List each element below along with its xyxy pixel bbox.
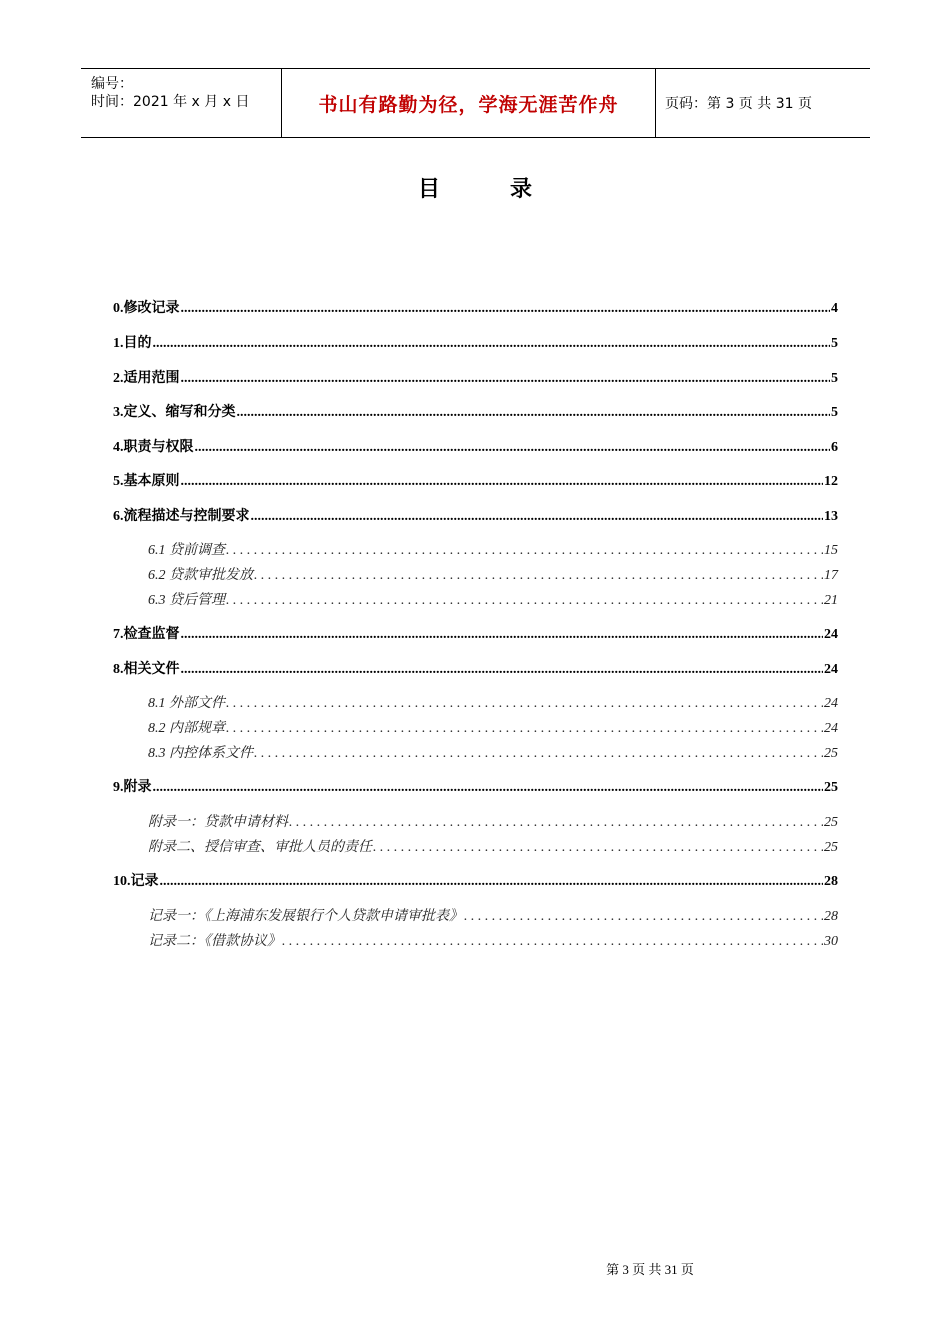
toc-entry-text: 0.修改记录 — [113, 301, 180, 316]
leader-dots — [181, 371, 831, 387]
leader-dots — [237, 405, 831, 421]
leader-dots — [226, 593, 823, 609]
toc-entry-text: 1.目的 — [113, 336, 152, 351]
toc-entry-page: 15 — [824, 543, 838, 558]
toc-entry-text: 记录二：《借款协议》 — [148, 934, 281, 949]
toc-entry-text: 9.附录 — [113, 780, 152, 795]
toc-subentry[interactable] — [113, 539, 838, 559]
page-header — [81, 68, 870, 138]
toc-entry-text: 8.2 内部规章 — [148, 721, 225, 736]
toc-entry[interactable] — [113, 332, 838, 352]
page-code: 页码：第 3 页 共 31 页 — [665, 96, 812, 112]
leader-dots — [181, 474, 824, 490]
toc-subentry[interactable] — [113, 692, 838, 712]
toc-entry-page: 25 — [824, 815, 838, 830]
toc-entry[interactable] — [113, 505, 838, 525]
toc-subentry[interactable] — [113, 742, 838, 762]
toc-entry-page: 24 — [824, 721, 838, 736]
toc-subentry[interactable] — [113, 905, 838, 925]
toc-entry-page: 5 — [831, 336, 838, 351]
toc-entry-text: 8.3 内控体系文件 — [148, 746, 253, 761]
toc-entry-text: 附录二、授信审查、审批人员的责任 — [148, 840, 372, 855]
toc-entry[interactable] — [113, 870, 838, 890]
toc-entry-text: 6.1 贷前调查 — [148, 543, 225, 558]
header-meta-cell — [81, 69, 281, 137]
leader-dots — [153, 780, 824, 796]
toc-entry-text: 10.记录 — [113, 874, 159, 889]
header-page-cell — [655, 69, 870, 137]
leader-dots — [226, 721, 823, 737]
toc-entry-page: 4 — [831, 301, 838, 316]
header-motto-cell — [281, 69, 656, 137]
toc-entry-page: 28 — [824, 874, 838, 889]
toc-entry-page: 28 — [824, 909, 838, 924]
toc-entry-page: 21 — [824, 593, 838, 608]
toc-entry-text: 6.3 贷后管理 — [148, 593, 225, 608]
page-footer: 第 3 页 共 31 页 — [606, 1262, 694, 1277]
leader-dots — [153, 336, 831, 352]
toc-subentry[interactable] — [113, 564, 838, 584]
toc-entry-page: 24 — [824, 627, 838, 642]
leader-dots — [282, 934, 823, 950]
leader-dots — [226, 696, 823, 712]
toc-entry-page: 24 — [824, 696, 838, 711]
toc-entry-page: 6 — [831, 440, 838, 455]
toc-entry-page: 5 — [831, 371, 838, 386]
toc-entry[interactable] — [113, 367, 838, 387]
leader-dots — [373, 840, 823, 856]
leader-dots — [254, 568, 823, 584]
leader-dots — [181, 627, 824, 643]
toc-entry-text: 附录一：贷款申请材料 — [148, 815, 288, 830]
leader-dots — [181, 301, 831, 317]
toc-entry[interactable] — [113, 436, 838, 456]
doc-date: 时间：2021 年 x 月 x 日 — [91, 94, 250, 110]
toc-entry[interactable] — [113, 401, 838, 421]
toc-title: 目录 — [417, 177, 602, 202]
toc-entry-page: 25 — [824, 746, 838, 761]
toc-entry[interactable] — [113, 470, 838, 490]
toc-entry-page: 25 — [824, 840, 838, 855]
doc-number-label: 编号： — [91, 76, 133, 92]
toc-entry-page: 12 — [824, 474, 838, 489]
toc-subentry[interactable] — [113, 589, 838, 609]
leader-dots — [251, 509, 824, 525]
toc-entry-page: 5 — [831, 405, 838, 420]
toc-subentry[interactable] — [113, 811, 838, 831]
toc-entry-text: 5.基本原则 — [113, 474, 180, 489]
motto: 书山有路勤为径，学海无涯苦作舟 — [318, 93, 619, 116]
toc-entry[interactable] — [113, 658, 838, 678]
toc-entry-text: 6.2 贷款审批发放 — [148, 568, 253, 583]
leader-dots — [464, 909, 823, 925]
toc-entry-text: 8.相关文件 — [113, 662, 180, 677]
toc-entry-text: 记录一：《上海浦东发展银行个人贷款申请审批表》 — [148, 909, 463, 924]
toc-entry-text: 7.检查监督 — [113, 627, 180, 642]
toc-entry-text: 8.1 外部文件 — [148, 696, 225, 711]
leader-dots — [226, 543, 823, 559]
leader-dots — [160, 874, 824, 890]
toc-subentry[interactable] — [113, 717, 838, 737]
toc-entry-text: 3.定义、缩写和分类 — [113, 405, 236, 420]
toc-subentry[interactable] — [113, 930, 838, 950]
toc-entry-text: 4.职责与权限 — [113, 440, 194, 455]
toc-entry[interactable] — [113, 623, 838, 643]
toc-entry-page: 24 — [824, 662, 838, 677]
toc-entry[interactable] — [113, 297, 838, 317]
leader-dots — [254, 746, 823, 762]
toc-entry-page: 25 — [824, 780, 838, 795]
toc-entry-text: 6.流程描述与控制要求 — [113, 509, 250, 524]
toc-entry-text: 2.适用范围 — [113, 371, 180, 386]
toc-entry-page: 13 — [824, 509, 838, 524]
leader-dots — [181, 662, 824, 678]
toc-entry[interactable] — [113, 776, 838, 796]
toc-entry-page: 30 — [824, 934, 838, 949]
toc-entry-page: 17 — [824, 568, 838, 583]
leader-dots — [289, 815, 823, 831]
toc-subentry[interactable] — [113, 836, 838, 856]
leader-dots — [195, 440, 831, 456]
